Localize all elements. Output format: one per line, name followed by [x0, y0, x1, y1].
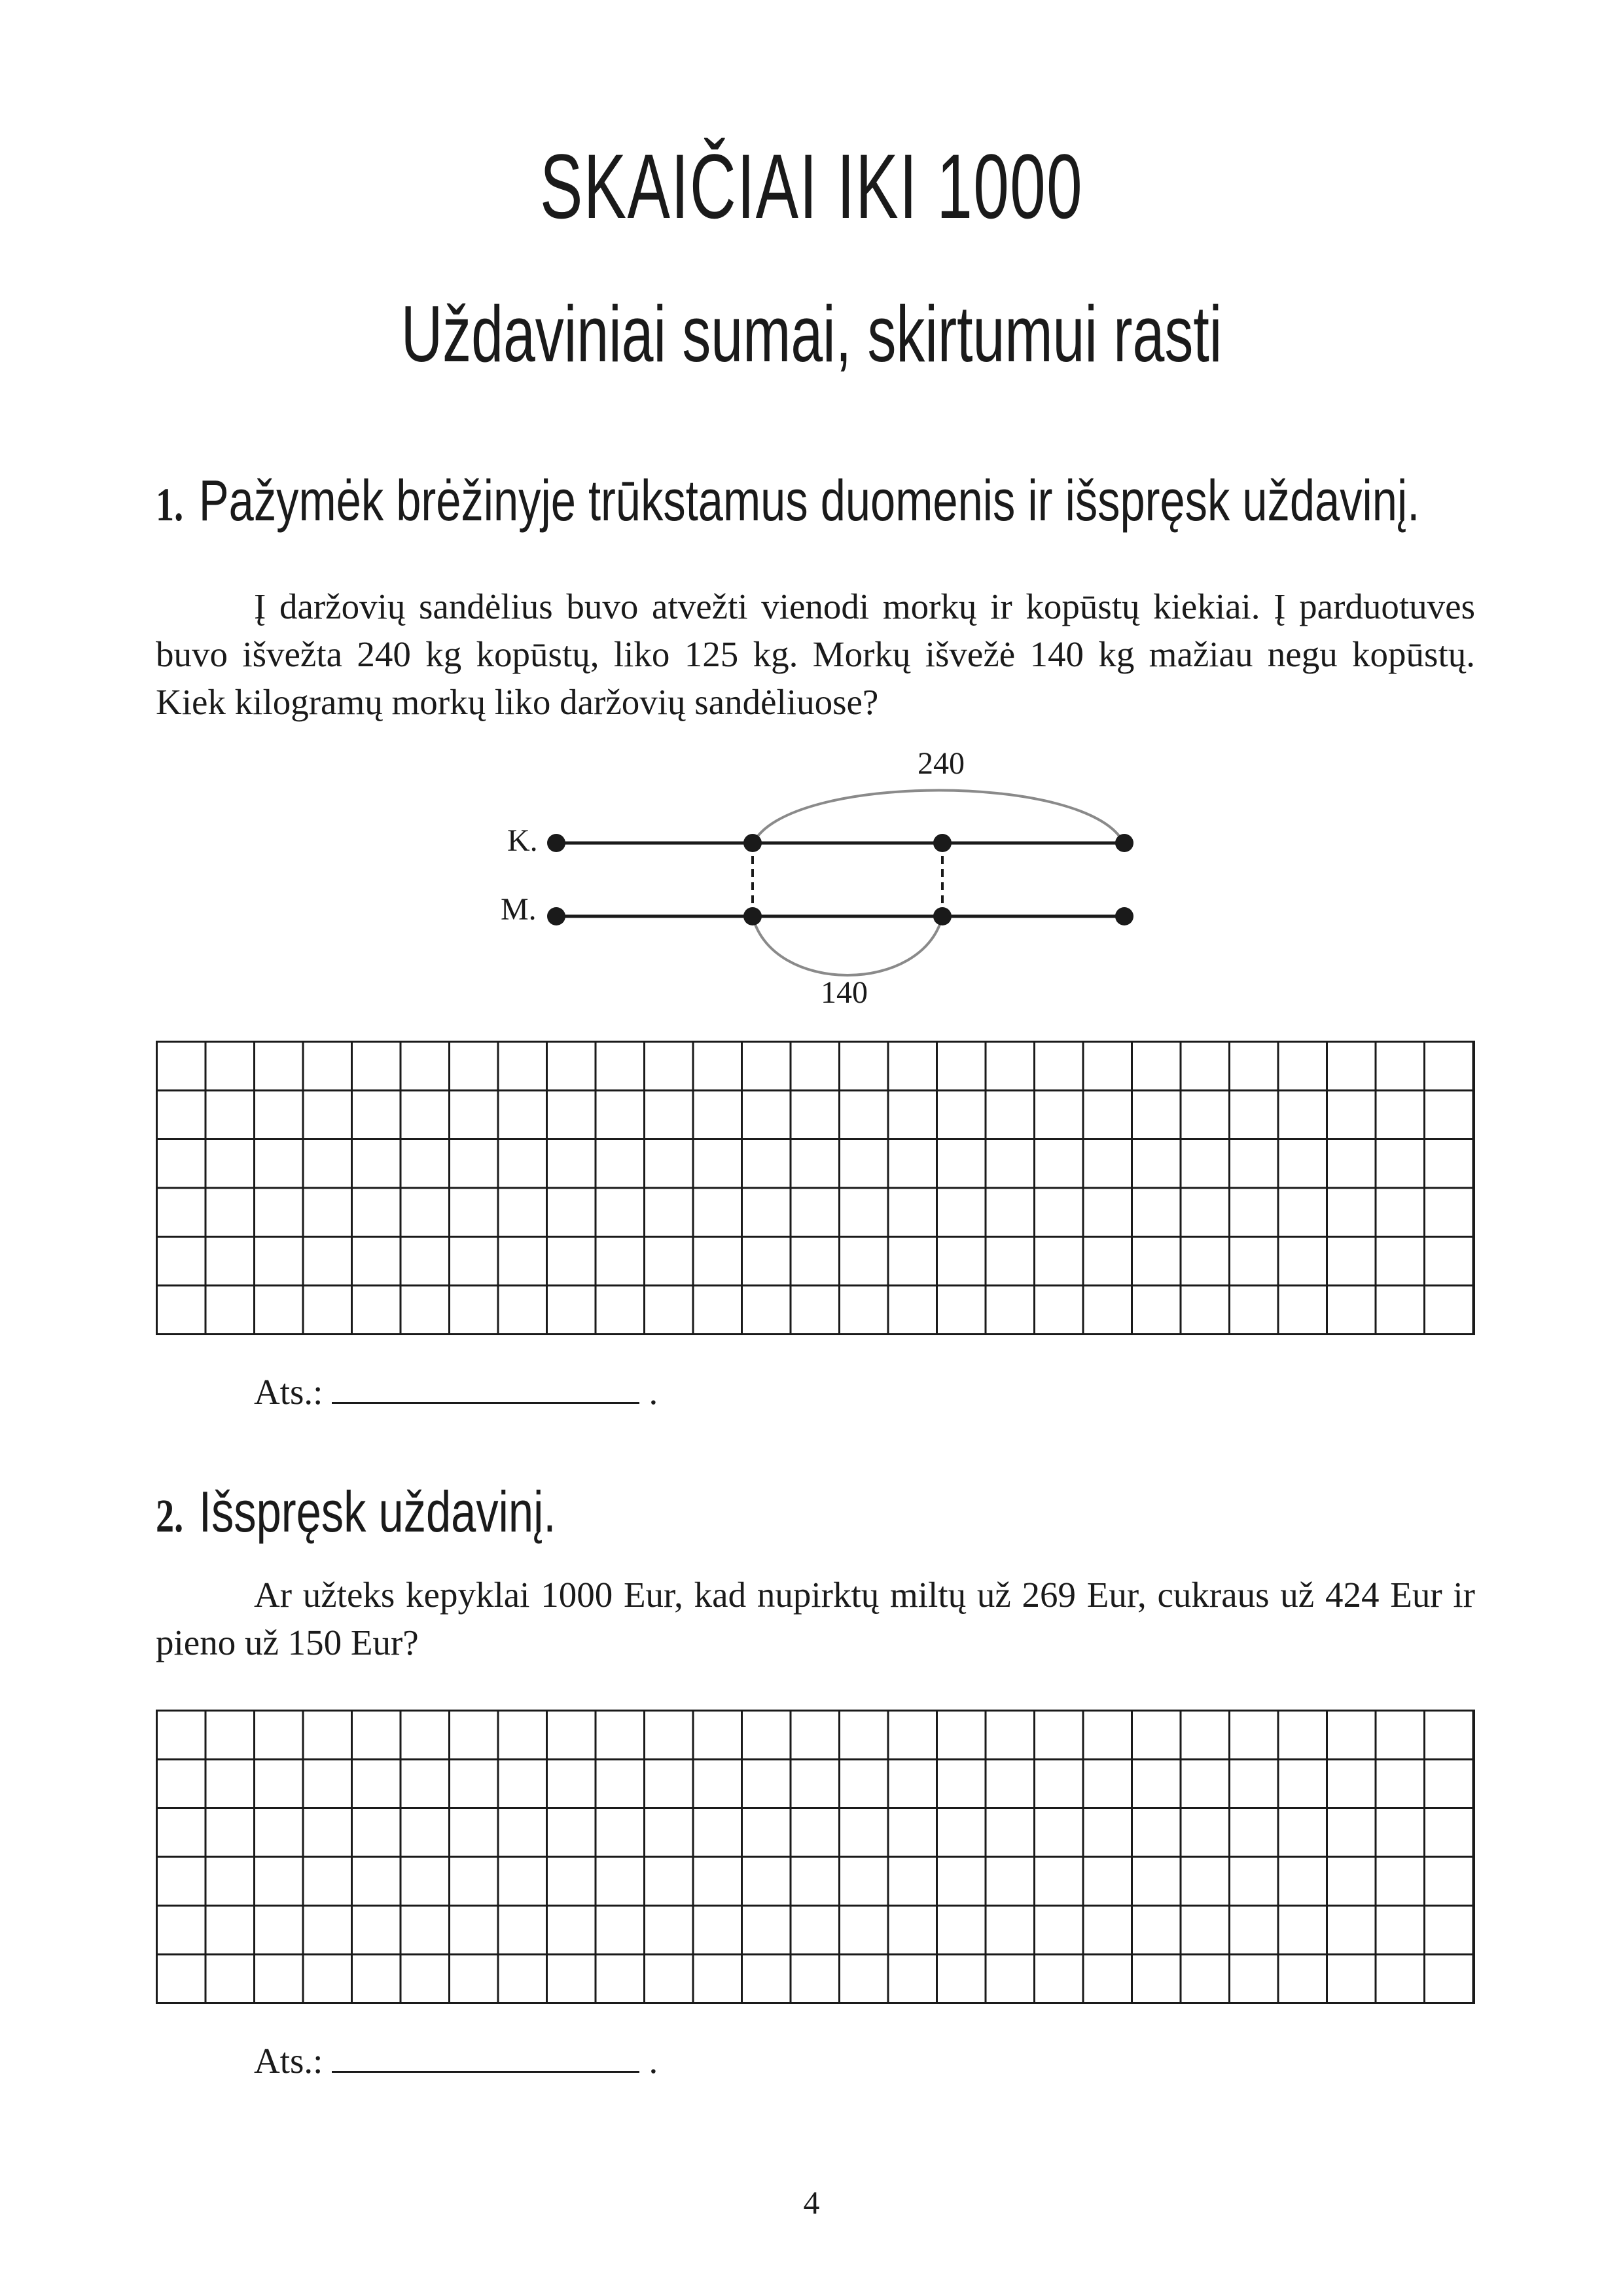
task2-answer-grid[interactable]	[156, 1710, 1475, 2004]
task2-answer-line	[254, 2037, 658, 2084]
task1-text	[156, 583, 1475, 726]
task1-answer-end: .	[649, 1372, 658, 1412]
m-point-1	[547, 907, 565, 925]
task1-heading	[156, 465, 1419, 543]
task2-answer-end: .	[649, 2041, 658, 2081]
page-subtitle: Uždaviniai sumai, skirtumui rasti	[401, 289, 1222, 378]
task1-answer-label: Ats.:	[254, 1372, 323, 1412]
task2-heading-text: Išspręsk uždavinį.	[198, 1479, 556, 1544]
label-m: M.	[501, 892, 537, 927]
task1-segment-diagram	[0, 733, 1623, 1028]
k-point-1	[547, 834, 565, 852]
k-point-4	[1115, 834, 1133, 852]
task1-answer-line	[254, 1368, 658, 1415]
task1-number: 1.	[156, 478, 184, 531]
page-number: 4	[803, 2184, 820, 2221]
k-point-2	[743, 834, 762, 852]
page-title: SKAIČIAI IKI 1000	[539, 135, 1084, 238]
task1-answer-grid[interactable]	[156, 1041, 1475, 1335]
top-value-label: 240	[918, 746, 965, 781]
task2-heading	[156, 1476, 556, 1554]
bottom-arc	[753, 916, 942, 975]
m-point-3	[933, 907, 952, 925]
task1-answer-blank[interactable]	[332, 1368, 639, 1404]
task2-text	[156, 1571, 1475, 1666]
bottom-value-label: 140	[821, 975, 868, 1010]
m-point-2	[743, 907, 762, 925]
task2-answer-label: Ats.:	[254, 2041, 323, 2081]
m-point-4	[1115, 907, 1133, 925]
task1-text-body: Į daržovių sandėlius buvo atvežti vienodi morkų ir kopūstų kiekiai. Į parduotuves buvo išvežta 240 kg kopūstų, liko 125 kg. Morkų išvežė 140 kg mažiau negu kopūstų. Kiek kilogramų morkų liko daržovių sandėliuose?	[156, 586, 1475, 722]
label-k: K.	[507, 823, 538, 858]
task2-answer-blank[interactable]	[332, 2037, 639, 2073]
task2-number: 2.	[156, 1490, 184, 1542]
k-point-3	[933, 834, 952, 852]
task1-heading-text: Pažymėk brėžinyje trūkstamus duomenis ir išspręsk uždavinį.	[198, 468, 1420, 533]
task2-text-body: Ar užteks kepyklai 1000 Eur, kad nupirktų miltų už 269 Eur, cukraus už 424 Eur ir pieno už 150 Eur?	[156, 1575, 1475, 1662]
